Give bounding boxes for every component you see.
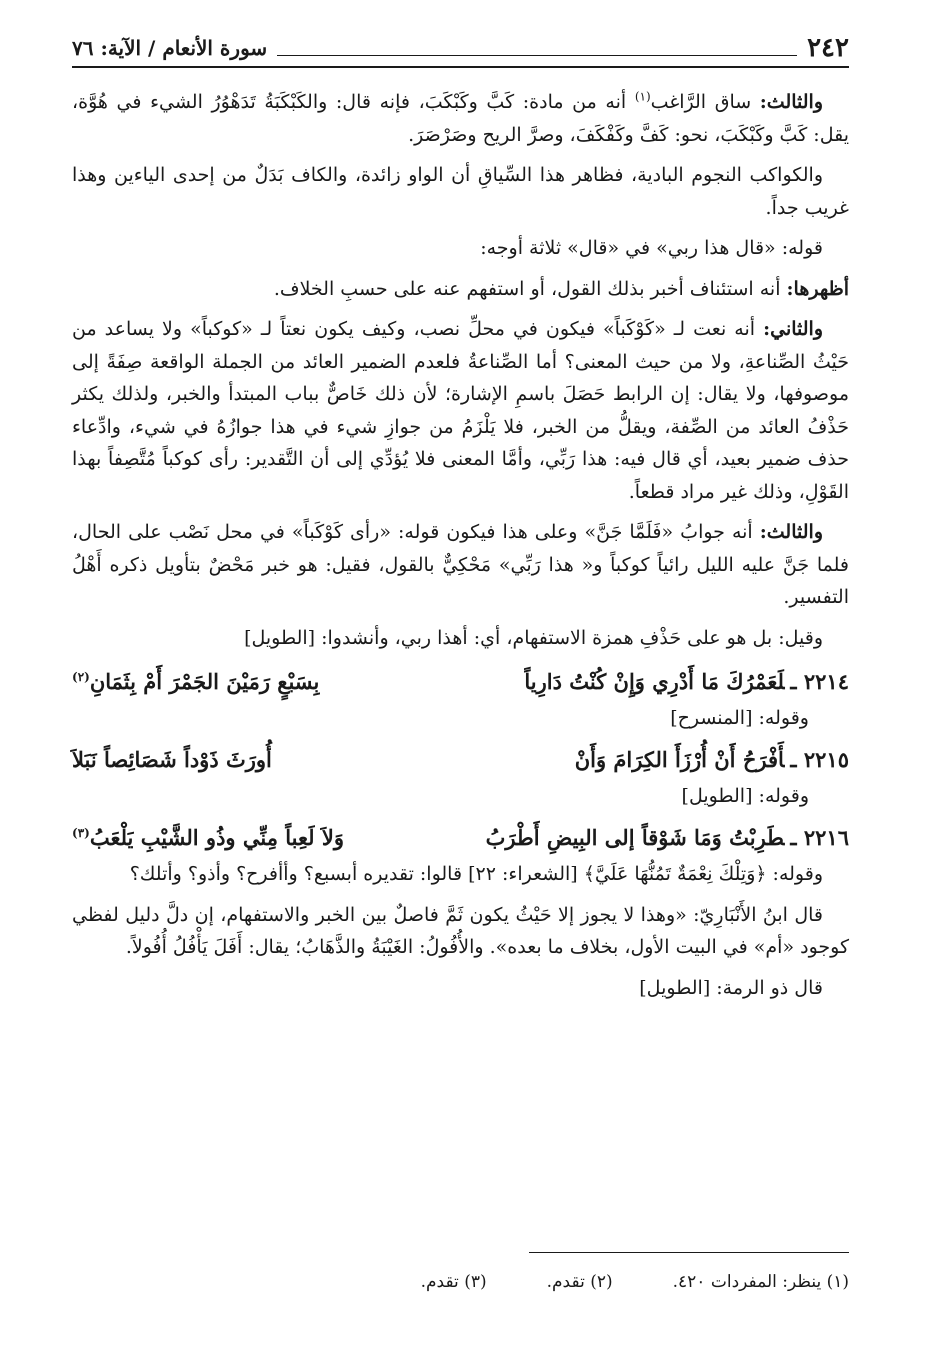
verse-text: وَلاَ لَعِباً مِنِّي وذُو الشَّيْبِ يَلْعَبُ bbox=[89, 825, 344, 850]
paragraph-lead: والثالث: bbox=[759, 521, 823, 543]
paragraph-lead: أظهرها: bbox=[786, 277, 849, 300]
verse-text: أَفْرَحُ أَنْ أُرْزَأَ الكِرَامَ وَأَنْ bbox=[574, 747, 785, 772]
verse-first-hemistich bbox=[524, 662, 849, 702]
verse-number: ٢٢١٤ ـ bbox=[790, 669, 849, 694]
meter-label: وقوله: [الطويل] bbox=[681, 785, 809, 807]
paragraph-text: أنه نعت لـ «كَوْكَباً» فيكون في محلِّ نصب، وكيف يكون نعتاً لـ «كوكباً» ولا يساعد من حَيْثُ الصِّناعةِ، ولا من حيث المعنى؟ أما الصِّناعةُ فلعدم الضمير العائد من الجملة الواقعة صِفَةً إلى موصوفها، ولا يقال: إن الرابط حَصَلَ باسمِ الإشارة؛ لأن ذلك خَاصٌّ بباب المبتدأ والخبر، ولذلك يكثر حَذْفُ العائد من الصِّفة، ويقلُّ من الخبر، فلا يَلْزَمُ من جوازِ شيء في هذا جوازُهُ في شيء، وادِّعاء حذف ضمير بعيد، أي قال فيه: هذا رَبِّي، وأمَّا المعنى فلا يُؤدِّي إلى أن التَّقدير: رأى كوكباً مُتَّصِفاً بهذا القَوْلِ، وذلك غير مراد قطعاً. bbox=[72, 318, 849, 503]
paragraph-third-view bbox=[72, 86, 849, 151]
page-header bbox=[72, 30, 849, 68]
verse-second-hemistich bbox=[72, 662, 319, 702]
poem-verse-2215 bbox=[72, 740, 849, 780]
verse-text: لَعَمْرُكَ مَا أَدْرِي وَإِنْ كُنْتُ دَارِياً bbox=[524, 669, 785, 694]
paragraph-dhu-rumma: قال ذو الرمة: [الطويل] bbox=[639, 976, 823, 999]
footnote-rule bbox=[529, 1252, 849, 1253]
paragraph-three-aspects: قوله: «قال هذا ربي» في «قال» ثلاثة أوجه: bbox=[480, 237, 823, 259]
footnote-3: (٣) تقدم. bbox=[420, 1272, 487, 1292]
verse-text: بِسَبْعٍ رَمَيْنَ الجَمْرَ أَمْ بِثَمَانِ bbox=[89, 669, 320, 694]
verse-first-hemistich bbox=[575, 740, 849, 780]
paragraph-quran-quote: وقوله: ﴿وَتِلْكَ نِعْمَةٌ تَمُنُّهَا عَلَيَّ﴾ [الشعراء: ٢٢] قالوا: تقديره أبسبع؟ وأأفرح؟ وأذو؟ وأتلك؟ bbox=[129, 863, 823, 885]
verse-first-hemistich bbox=[486, 818, 849, 858]
footnote-marker: (١) bbox=[634, 89, 651, 104]
paragraph-first-aspect bbox=[72, 273, 849, 306]
meter-label: وقوله: [المنسرح] bbox=[670, 707, 809, 729]
footnote-marker: (٢) bbox=[72, 670, 90, 684]
paragraph-kawakib: والكواكب النجوم البادية، فظاهر هذا السِّياقِ أن الواو زائدة، والكاف بَدَلٌ من إحدى الياءين وهذا غريب جداً. bbox=[72, 164, 849, 219]
poem-verse-2214 bbox=[72, 662, 849, 702]
page-body bbox=[72, 86, 849, 1004]
running-title: سورة الأنعام / الآية: ٧٦ bbox=[72, 36, 268, 60]
paragraph-text: ساق الرَّاغب bbox=[650, 91, 760, 113]
verse-text: طَرِبْتُ وَمَا شَوْقاً إلى البِيضِ أَطْرَبُ bbox=[485, 825, 785, 850]
footnote-marker: (٣) bbox=[72, 826, 90, 840]
paragraph-lead: والثالث: bbox=[759, 91, 824, 113]
paragraph-istifham: وقيل: بل هو على حَذْفِ همزة الاستفهام، أي: أهذا ربي، وأنشدوا: [الطويل] bbox=[244, 626, 823, 649]
poem-verse-2216 bbox=[72, 818, 849, 858]
paragraph-third-aspect bbox=[72, 516, 849, 614]
verse-number: ٢٢١٥ ـ bbox=[790, 747, 849, 772]
header-rule bbox=[277, 41, 797, 56]
footnote-2: (٢) تقدم. bbox=[546, 1272, 613, 1292]
verse-second-hemistich bbox=[72, 740, 272, 780]
paragraph-ibn-anbari: قال ابنُ الأَنْبَارِيّ: «وهذا لا يجوز إلا حَيْثُ يكون ثَمَّ فاصلٌ بين الخبر والاستفهام، إن دلَّ دليل لفظي كوجود «أم» في البيت الأول، بخلاف ما بعده». والأُفُولُ: الغَيْبَةُ والذَّهَابُ؛ يقال: أَفَلَ يَأْفُلُ أُفُولاً. bbox=[72, 903, 849, 958]
verse-number: ٢٢١٦ ـ bbox=[790, 825, 849, 850]
verse-text: أُورَثَ ذَوْداً شَصَائِصاً نَبَلاَ bbox=[72, 747, 272, 772]
paragraph-text: أنه جوابُ «فَلَمَّا جَنَّ» وعلى هذا فيكون قوله: «رأى كَوْكَباً» في محل نَصْب على الحال، فلما جَنَّ عليه الليل رائياً كوكباً و« هذا رَبِّي» مَحْكِيٌّ بالقول، فقيل: هو خبر مَحْضٌ بتأويل ذكره أَهْلُ التفسير. bbox=[72, 521, 849, 608]
verse-second-hemistich bbox=[72, 818, 344, 858]
paragraph-text: أنه استئناف أخبر بذلك القول، أو استفهم عنه على حسبِ الخلاف. bbox=[273, 277, 787, 300]
paragraph-lead: والثاني: bbox=[763, 318, 823, 340]
paragraph-text: أنه من مادة: كَبَّ وكَبْكَبَ، فإنه قال: والكَبْكَبَةُ تَدَهْوُرُ الشيء في هُوَّة، يقل: كَبَّ وكَبْكَبَ، نحو: كَفَّ وكَفْكَفَ، وصرَّ الريح وصَرْصَرَ. bbox=[72, 91, 849, 146]
paragraph-second-aspect bbox=[72, 313, 849, 508]
footnotes bbox=[72, 1268, 849, 1296]
page-number: ٢٤٢ bbox=[807, 33, 849, 63]
footnote-1: (١) ينظر: المفردات ٤٢٠. bbox=[672, 1272, 849, 1292]
